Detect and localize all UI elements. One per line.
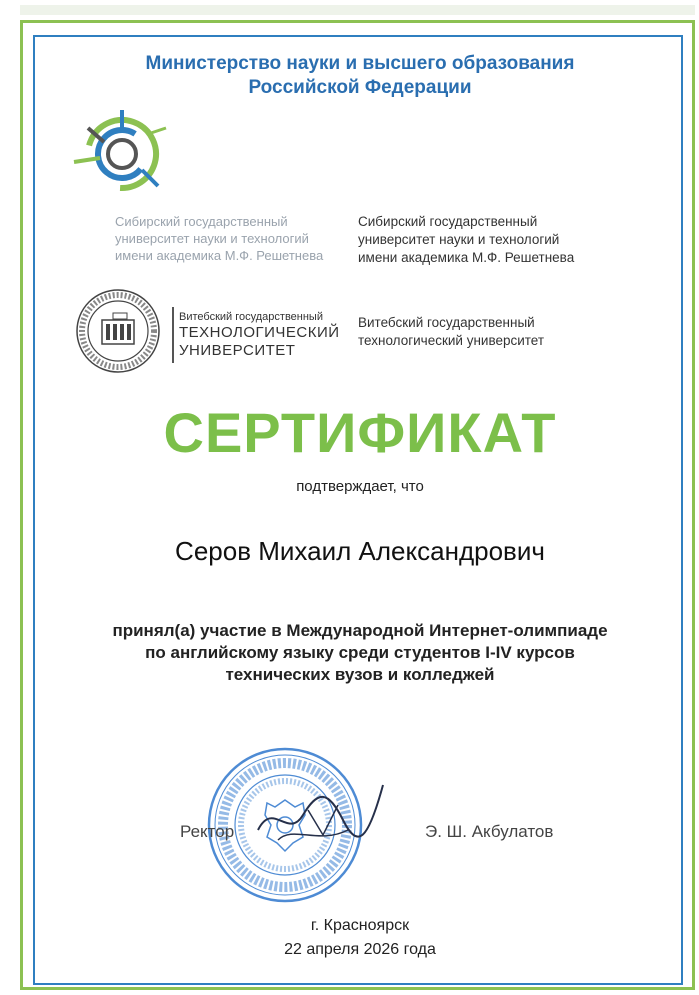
description-line: принял(а) участие в Международной Интернет-олимпиаде — [112, 621, 608, 640]
vstu-seal-icon — [75, 288, 161, 374]
vstu-caption-big: ТЕХНОЛОГИЧЕСКИЙ — [179, 324, 340, 341]
description-line: технических вузов и колледжей — [225, 665, 495, 684]
sibgu-caption-line: Сибирский государственный — [115, 214, 288, 229]
participation-description — [60, 620, 660, 686]
rector-label: Ректор — [180, 822, 235, 841]
issue-city: г. Красноярск — [310, 917, 410, 934]
top-strip — [20, 5, 695, 15]
ministry-line-2: Российской Федерации — [248, 77, 472, 98]
vstu-divider — [172, 307, 174, 363]
description-line: по английскому языку среди студентов I-IV курсов — [145, 643, 575, 662]
issue-date: 22 апреля 2026 года — [284, 941, 436, 958]
ministry-heading — [60, 52, 660, 100]
sibgu-logo-icon — [70, 108, 170, 203]
sibgu-name-line: университет науки и технологий — [358, 232, 560, 247]
vstu-name-line: технологический университет — [358, 333, 545, 348]
sibgu-logo-caption — [115, 213, 345, 264]
vstu-logo-caption — [179, 310, 359, 360]
handwritten-signature-icon — [248, 770, 388, 860]
sibgu-full-name — [358, 213, 618, 267]
sibgu-name-line: Сибирский государственный — [358, 214, 538, 229]
sibgu-caption-line: имени академика М.Ф. Решетнева — [115, 248, 324, 263]
ministry-line-1: Министерство науки и высшего образования — [145, 53, 575, 74]
confirms-text: подтверждает, что — [296, 478, 424, 495]
vstu-caption-big: УНИВЕРСИТЕТ — [179, 342, 296, 359]
vstu-name-line: Витебский государственный — [358, 315, 535, 330]
certificate-title: СЕРТИФИКАТ — [163, 401, 557, 464]
recipient-name: Серов Михаил Александрович — [175, 536, 545, 566]
sibgu-caption-line: университет науки и технологий — [115, 231, 309, 246]
vstu-full-name — [358, 314, 618, 350]
sibgu-name-line: имени академика М.Ф. Решетнева — [358, 250, 575, 265]
vstu-caption-small: Витебский государственный — [179, 311, 323, 323]
rector-name: Э. Ш. Акбулатов — [425, 822, 554, 841]
